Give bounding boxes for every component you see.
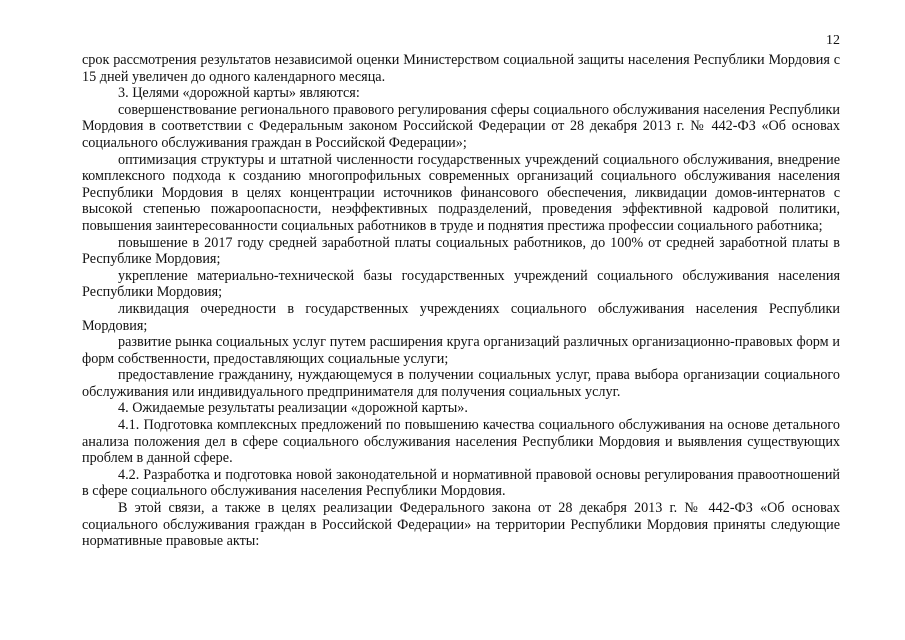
paragraph-goal-market: развитие рынка социальных услуг путем расширения круга организаций различных организационно-правовых форм и форм собственности, предоставляющих социальные услуги; [82, 334, 840, 367]
paragraph-continuation: срок рассмотрения результатов независимой оценки Министерством социальной защиты населения Республики Мордовия с 15 дней увеличен до одного календарного месяца. [82, 52, 840, 85]
paragraph-goal-choice: предоставление гражданину, нуждающемуся в получении социальных услуг, права выбора организации социального обслуживания или индивидуального предпринимателя для получения социальных услуг. [82, 367, 840, 400]
paragraph-goal-optimization: оптимизация структуры и штатной численности государственных учреждений социального обслуживания, внедрение комплексного подхода к созданию многопрофильных современных организаций социального обслуживания населения Республики Мордовия в целях концентрации источников финансового обеспечения, ликвидации домов-интернатов с высокой степенью пожароопасности, неэффективных подразделений, проведения эффективной кадровой политики, повышения заинтересованности социальных работников в труде и поднятия престижа профессии социального работника; [82, 151, 840, 234]
page-number: 12 [826, 33, 840, 48]
paragraph-result-4-2: 4.2. Разработка и подготовка новой законодательной и нормативной правовой основы регулирования правоотношений в сфере социального обслуживания населения Республики Мордовия. [82, 466, 840, 500]
paragraph-goal-queue: ликвидация очередности в государственных учреждениях социального обслуживания населения Республики Мордовия; [82, 300, 840, 334]
document-body [82, 52, 840, 550]
paragraph-goal-salary: повышение в 2017 году средней заработной платы социальных работников, до 100% от средней заработной платы в Республике Мордовия; [82, 234, 840, 268]
paragraph-result-4-1: 4.1. Подготовка комплексных предложений по повышению качества социального обслуживания на основе детального анализа положения дел в сфере социального обслуживания населения Республики Мордовия и выявления существующих проблем в данной сфере. [82, 417, 840, 467]
paragraph-goal-infrastructure: укрепление материально-технической базы государственных учреждений социального обслуживания населения Республики Мордовия; [82, 267, 840, 301]
paragraph-section-3-heading: 3. Целями «дорожной карты» являются: [118, 85, 360, 102]
paragraph-acts-intro: В этой связи, а также в целях реализации Федерального закона от 28 декабря 2013 г. № 442-ФЗ «Об основах социального обслуживания граждан в Российской Федерации» на территории Республики Мордовия приняты следующие нормативные правовые акты: [82, 500, 840, 550]
paragraph-goal-regulation: совершенствование регионального правового регулирования сферы социального обслуживания населения Республики Мордовия в соответствии с Федеральным законом Российской Федерации от 28 декабря 2013 г. № 442-ФЗ «Об основах социального обслуживания граждан в Российской Федерации»; [82, 101, 840, 151]
paragraph-section-4-heading: 4. Ожидаемые результаты реализации «дорожной карты». [118, 400, 468, 417]
